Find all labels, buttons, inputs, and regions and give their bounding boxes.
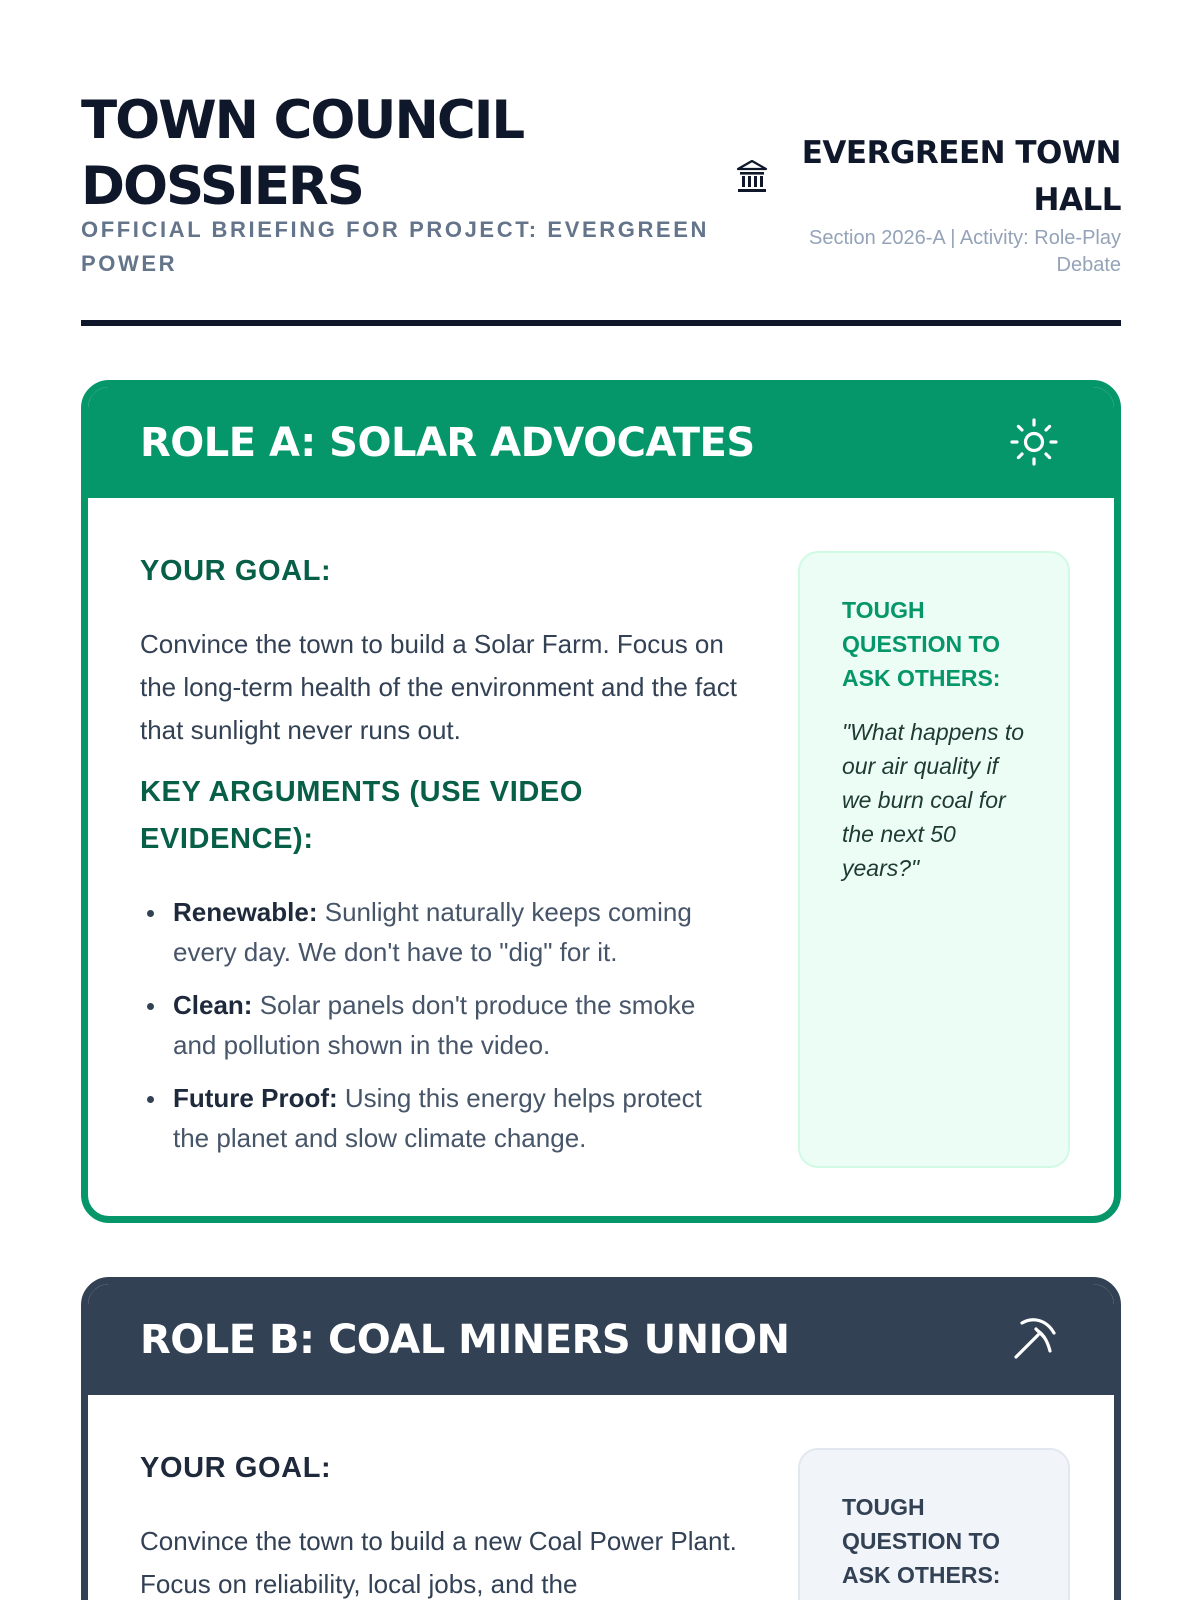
list-item: [140, 1078, 740, 1158]
role-main-content: [140, 551, 740, 1171]
tough-question-box: [798, 551, 1070, 1168]
argument-term: Renewable:: [173, 897, 318, 927]
sun-icon: [1008, 416, 1060, 468]
page-subtitle: OFFICIAL BRIEFING FOR PROJECT: EVERGREEN POWER: [81, 217, 709, 276]
goal-heading: YOUR GOAL:: [140, 555, 332, 587]
tough-question-box: [798, 1448, 1070, 1600]
section-activity-info: Section 2026-A | Activity: Role-Play Debate: [808, 227, 1121, 276]
goal-text: Convince the town to build a new Coal Power Plant. Focus on reliability, local jobs, and the: [140, 1526, 737, 1599]
argument-term: Future Proof:: [173, 1083, 338, 1113]
header-divider: [81, 320, 1121, 326]
list-item: [140, 985, 740, 1065]
question-text: "What happens to our air quality if we burn coal for the next 50 years?": [842, 719, 1025, 881]
role-card-solar: [81, 380, 1121, 1223]
list-item: [140, 892, 740, 972]
role-main-content: [140, 1448, 740, 1600]
question-label: TOUGH QUESTION TO ASK OTHERS:: [842, 597, 1001, 691]
role-title: ROLE B: COAL MINERS UNION: [140, 1317, 790, 1363]
town-hall-name: EVERGREEN TOWN HALL: [801, 135, 1121, 218]
role-card-coal: [81, 1277, 1121, 1600]
pickaxe-icon: [1008, 1313, 1060, 1365]
argument-text: Sunlight naturally keeps coming every day. We don't have to "dig" for it.: [173, 897, 692, 967]
argument-text: Solar panels don't produce the smoke and pollution shown in the video.: [173, 990, 696, 1060]
role-card-header: [88, 1284, 1114, 1395]
argument-text: Using this energy helps protect the planet and slow climate change.: [173, 1083, 702, 1153]
role-card-header: [88, 387, 1114, 498]
goal-heading: YOUR GOAL:: [140, 1452, 332, 1484]
arguments-heading: KEY ARGUMENTS (USE VIDEO EVIDENCE):: [140, 776, 584, 855]
question-label: TOUGH QUESTION TO ASK OTHERS:: [842, 1494, 1001, 1588]
page-title: TOWN COUNCIL DOSSIERS: [81, 90, 524, 217]
goal-text: Convince the town to build a Solar Farm. Focus on the long-term health of the environment and the fact that sunlight never runs out.: [140, 629, 737, 745]
arguments-list: [140, 892, 740, 1158]
role-title: ROLE A: SOLAR ADVOCATES: [140, 420, 755, 466]
argument-term: Clean:: [173, 990, 253, 1020]
page-header: [81, 88, 1121, 328]
